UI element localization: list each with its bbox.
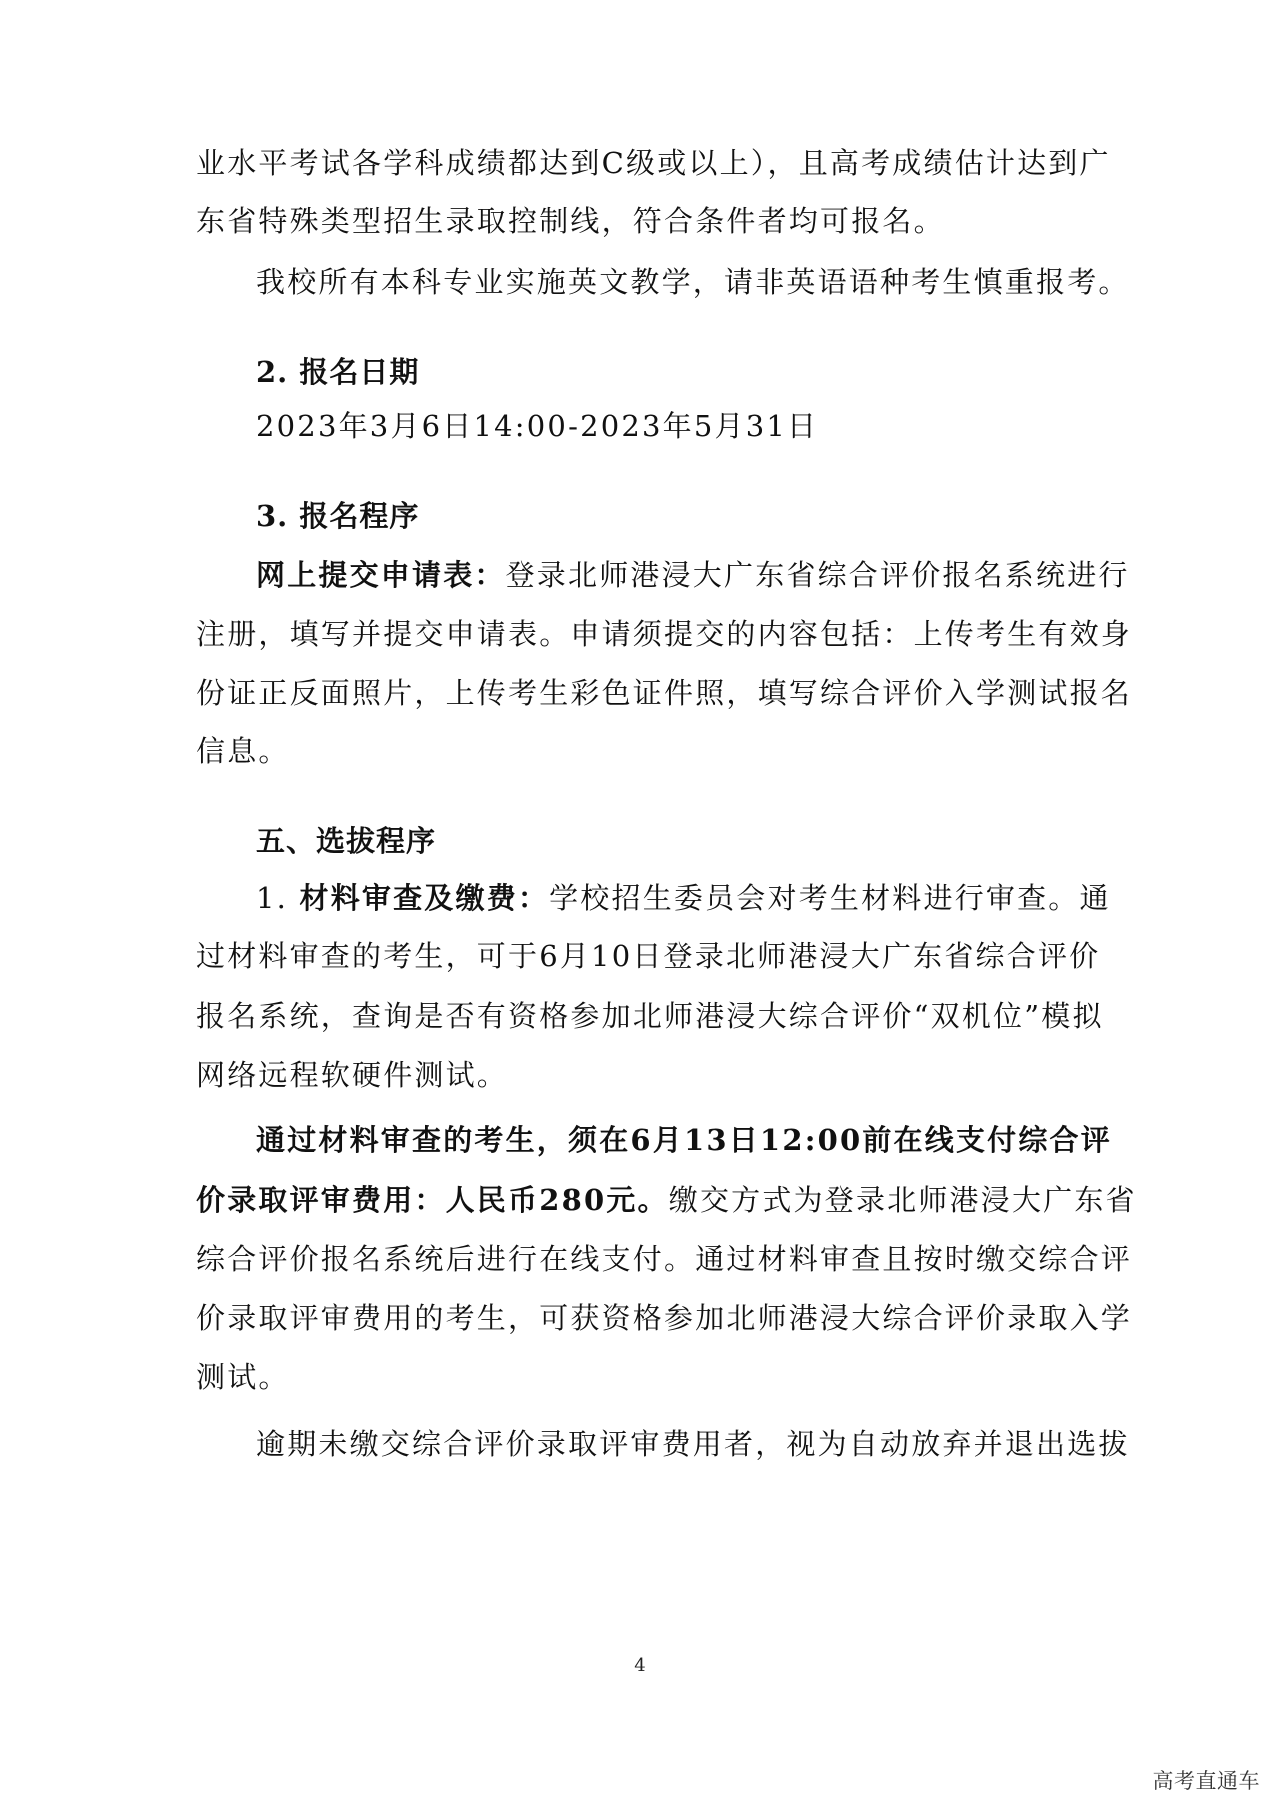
page-number: 4: [634, 1655, 646, 1676]
fee-paragraph-line: [196, 1180, 1137, 1220]
paragraph-line: 注册，填写并提交申请表。申请须提交的内容包括：上传考生有效身: [196, 617, 1133, 651]
paragraph-line: 报名系统，查询是否有资格参加北师港浸大综合评价“双机位”模拟: [196, 999, 1104, 1033]
list-number: 1.: [256, 881, 289, 915]
paragraph-line: 信息。: [196, 734, 290, 768]
fee-paragraph-line: 通过材料审查的考生，须在6月13日12:00前在线支付综合评: [256, 1123, 1112, 1157]
paragraph-line: [256, 555, 1130, 595]
paragraph-text: 缴交方式为登录北师港浸大广东省: [668, 1183, 1137, 1217]
section-heading-registration-date: 2. 报名日期: [256, 355, 420, 389]
paragraph-line: 份证正反面照片，上传考生彩色证件照，填写综合评价入学测试报名: [196, 676, 1133, 710]
paragraph-line: [256, 878, 1111, 918]
watermark: 高考直通车: [1152, 1769, 1260, 1793]
registration-dates: 2023年3月6日14:00-2023年5月31日: [256, 409, 819, 443]
overdue-paragraph-line: 逾期未缴交综合评价录取评审费用者，视为自动放弃并退出选拔: [256, 1427, 1130, 1461]
fee-amount: 价录取评审费用：人民币280元。: [196, 1183, 669, 1217]
paragraph-line: 价录取评审费用的考生，可获资格参加北师港浸大综合评价录取入学: [196, 1301, 1133, 1335]
paragraph-line: 过材料审查的考生，可于6月10日登录北师港浸大广东省综合评价: [196, 939, 1101, 973]
section-heading-registration-procedure: 3. 报名程序: [256, 499, 420, 533]
paragraph-line: 业水平考试各学科成绩都达到C级或以上），且高考成绩估计达到广: [196, 146, 1111, 180]
paragraph-text: 学校招生委员会对考生材料进行审查。通: [549, 881, 1111, 915]
paragraph-line: 东省特殊类型招生录取控制线，符合条件者均可报名。: [196, 204, 945, 238]
paragraph-line: 综合评价报名系统后进行在线支付。通过材料审查且按时缴交综合评: [196, 1242, 1133, 1276]
online-application-label: 网上提交申请表：: [256, 558, 506, 592]
paragraph-line: 测试。: [196, 1360, 290, 1394]
paragraph-text: 登录北师港浸大广东省综合评价报名系统进行: [505, 558, 1130, 592]
material-review-label: 材料审查及缴费：: [299, 881, 550, 915]
paragraph-line: 网络远程软硬件测试。: [196, 1058, 509, 1092]
section-heading-selection-procedure: 五、选拔程序: [256, 824, 437, 858]
english-teaching-note: 我校所有本科专业实施英文教学，请非英语语种考生慎重报考。: [256, 265, 1130, 299]
